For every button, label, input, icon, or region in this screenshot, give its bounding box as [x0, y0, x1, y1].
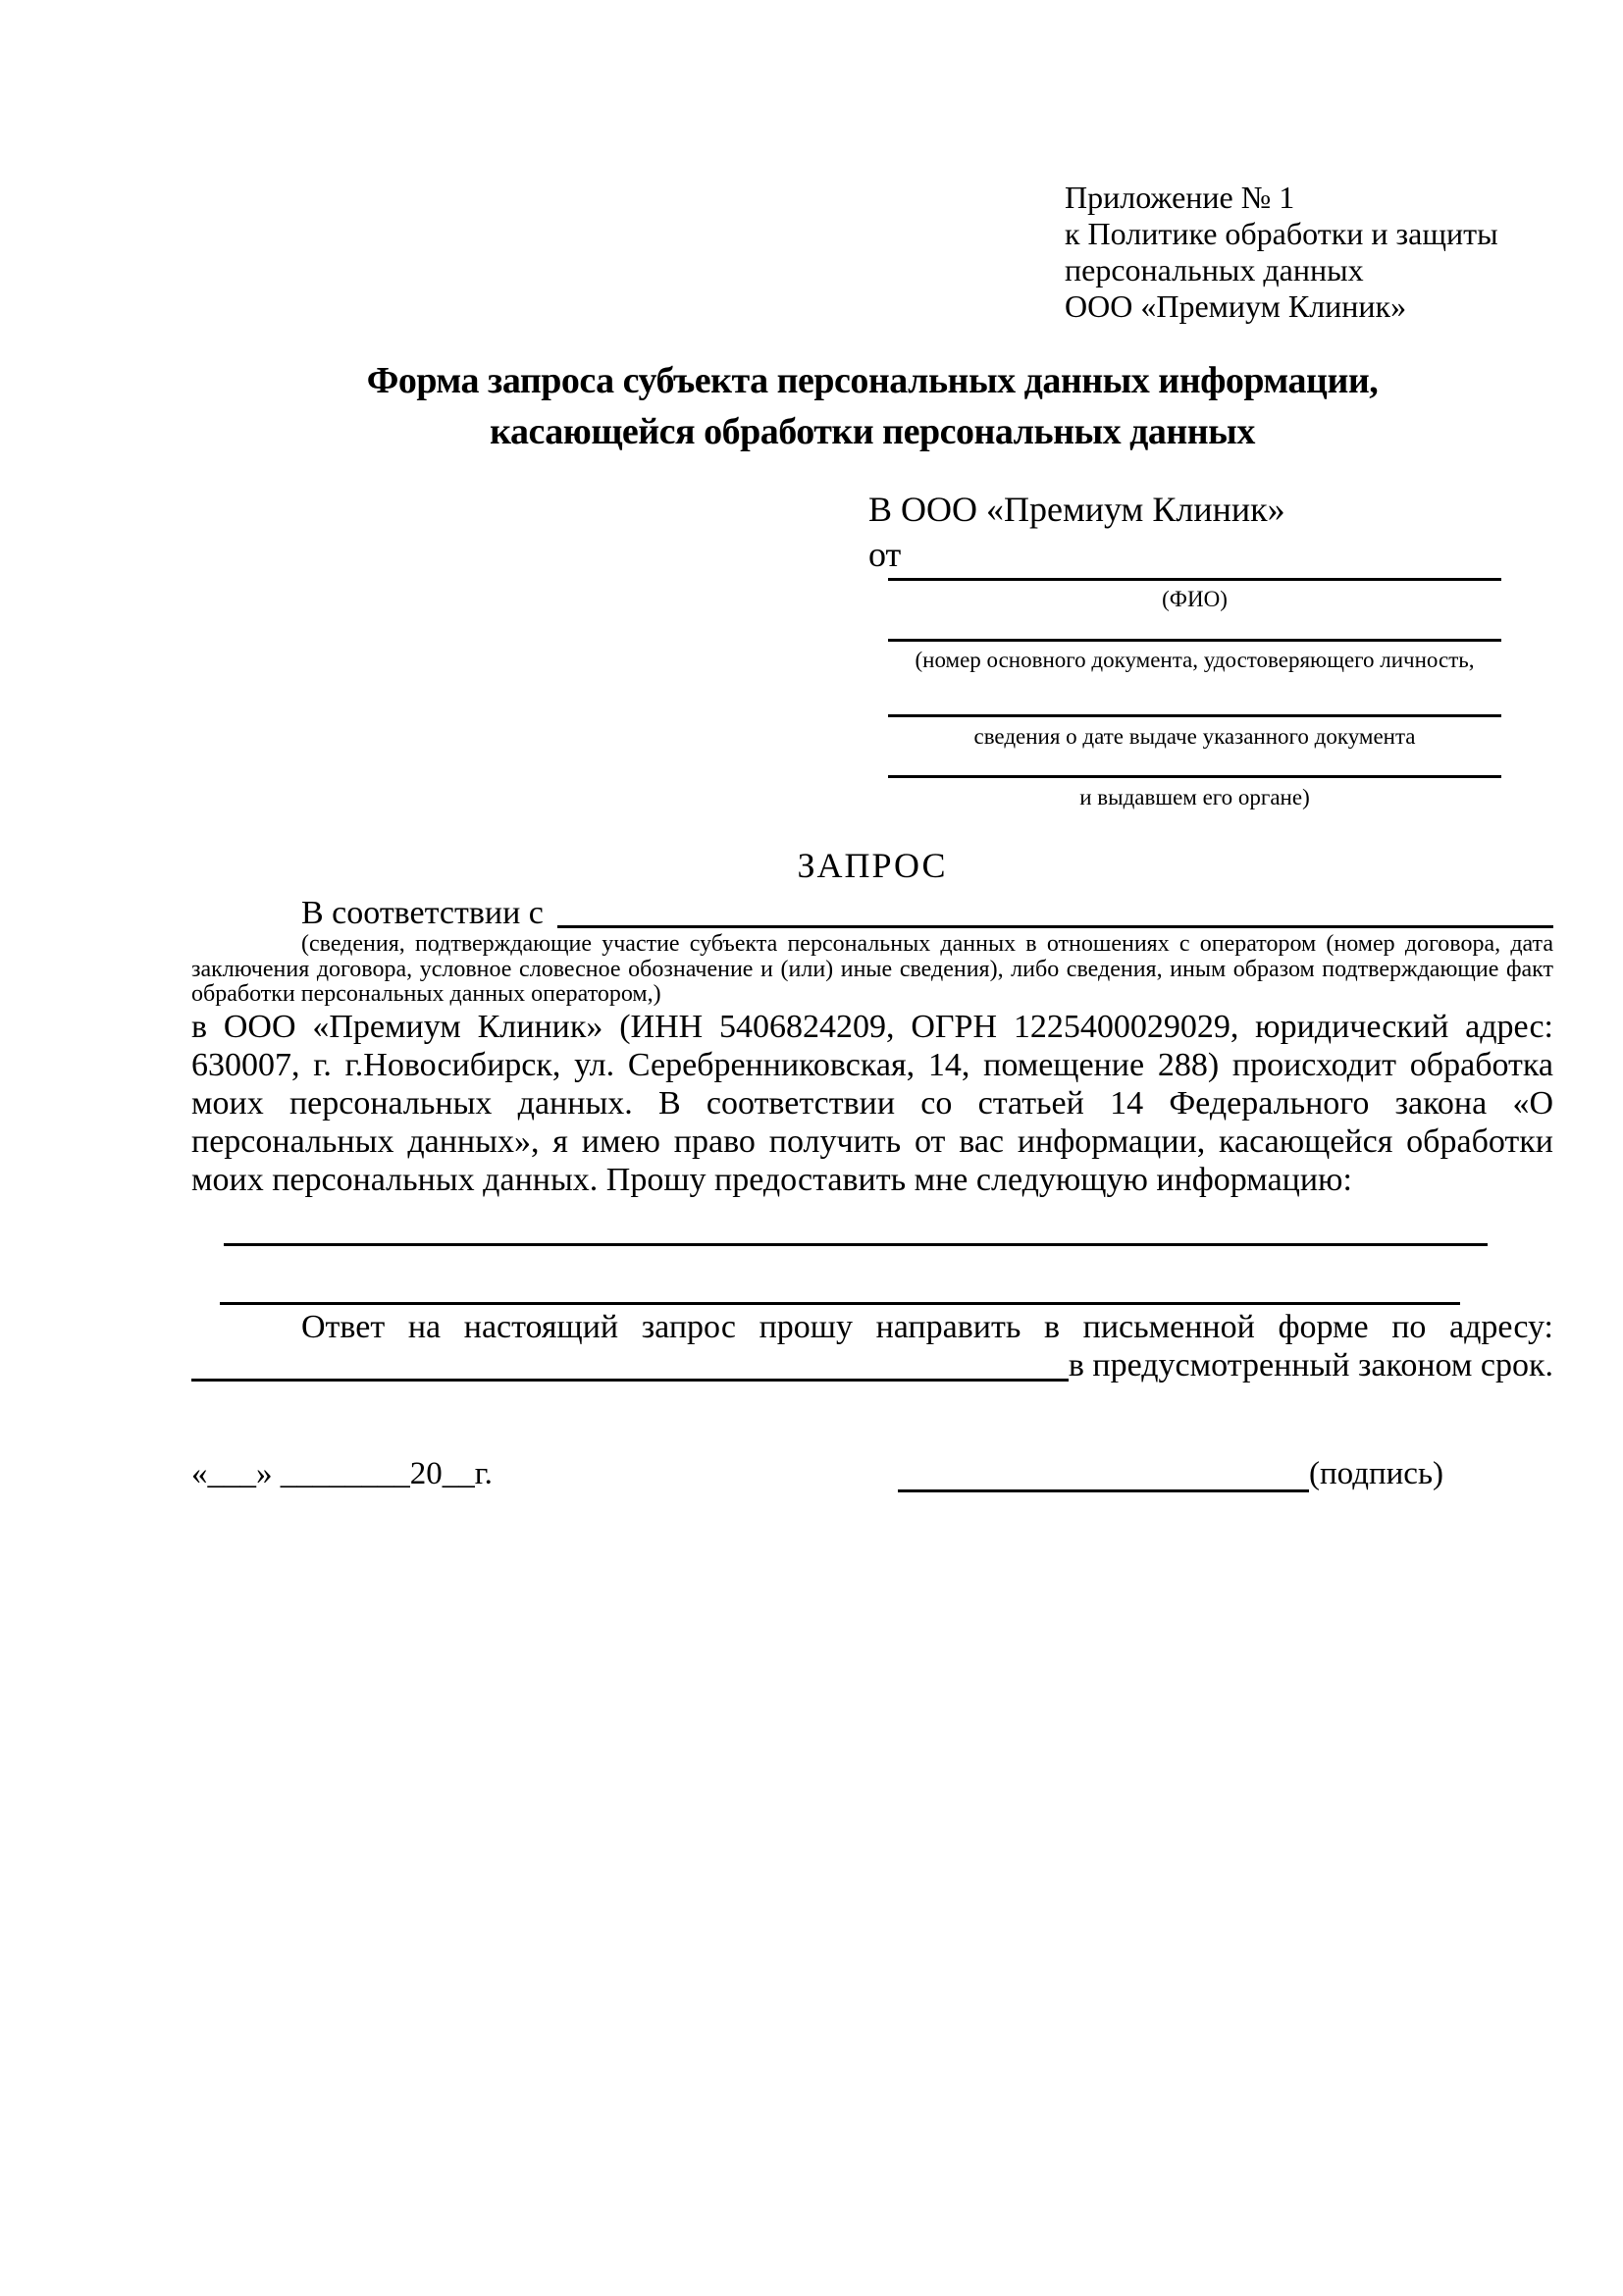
request-heading: ЗАПРОС: [797, 846, 948, 885]
request-body: в ООО «Премиум Клиник» (ИНН 5406824209, ОГРН 1225400029029, юридический адрес: 630007, г. г.Новосибирск, ул. Серебренниковская, 14, помещение 288) происходит обработка моих персональных данных. В соответствии со статьей 14 Федерального закона «О персональных данных», я имею право получить от вас информации, касающейся обработки моих персональных данных. Прошу предоставить мне следующую информацию:: [191, 1009, 1553, 1198]
reply-address-row: [191, 1344, 1553, 1385]
info-fill-line-2: [220, 1302, 1460, 1305]
reply-address-fill-line: [191, 1379, 1069, 1382]
reply-tail-text: в предусмотренный законом срок.: [1068, 1347, 1553, 1383]
addressee-to: В ООО «Премиум Клиник»: [868, 490, 1285, 529]
compliance-footnote: (сведения, подтверждающие участие субъекта персональных данных в отношениях с оператором (номер договора, дата заключения договора, условное словесное обозначение и (или) иные сведения), либо сведения, иным образом подтверждающие факт обработки персональных данных оператором,): [191, 931, 1553, 1007]
addressee-from-label: от: [868, 535, 902, 574]
signature-row: [191, 1456, 1553, 1505]
appendix-note: [1065, 180, 1498, 325]
appendix-note-line: Приложение № 1: [1065, 180, 1295, 215]
form-title: [191, 355, 1553, 457]
appendix-note-line: персональных данных: [1065, 252, 1364, 287]
appendix-note-line: ООО «Премиум Клиник»: [1065, 288, 1407, 324]
compliance-lead-row: [191, 893, 1553, 932]
compliance-fill-line: [557, 925, 1553, 928]
signature-fill-line: [898, 1489, 1309, 1492]
appendix-note-line: к Политике обработки и защиты: [1065, 216, 1498, 251]
issuer-fill-line: [888, 775, 1501, 778]
compliance-lead-text: В соответствии с: [301, 895, 544, 931]
issue-date-fill-line: [888, 714, 1501, 717]
fio-fill-line: [888, 578, 1501, 581]
doc-number-fill-line: [888, 639, 1501, 642]
form-title-line: Форма запроса субъекта персональных данных информации,: [366, 360, 1379, 401]
doc-number-caption: (номер основного документа, удостоверяющего личность,: [915, 648, 1475, 672]
form-title-line: касающейся обработки персональных данных: [490, 411, 1255, 452]
issuer-caption: и выдавшем его органе): [1079, 785, 1310, 809]
date-field: «___» ________20__г.: [191, 1456, 493, 1491]
issue-date-caption: сведения о дате выдаче указанного документа: [973, 724, 1416, 749]
info-fill-line-1: [224, 1243, 1488, 1246]
fio-caption: (ФИО): [1162, 587, 1228, 611]
signature-caption: (подпись): [1309, 1456, 1443, 1491]
reply-request-text: Ответ на настоящий запрос прошу направить в письменной форме по адресу:: [301, 1309, 1553, 1345]
